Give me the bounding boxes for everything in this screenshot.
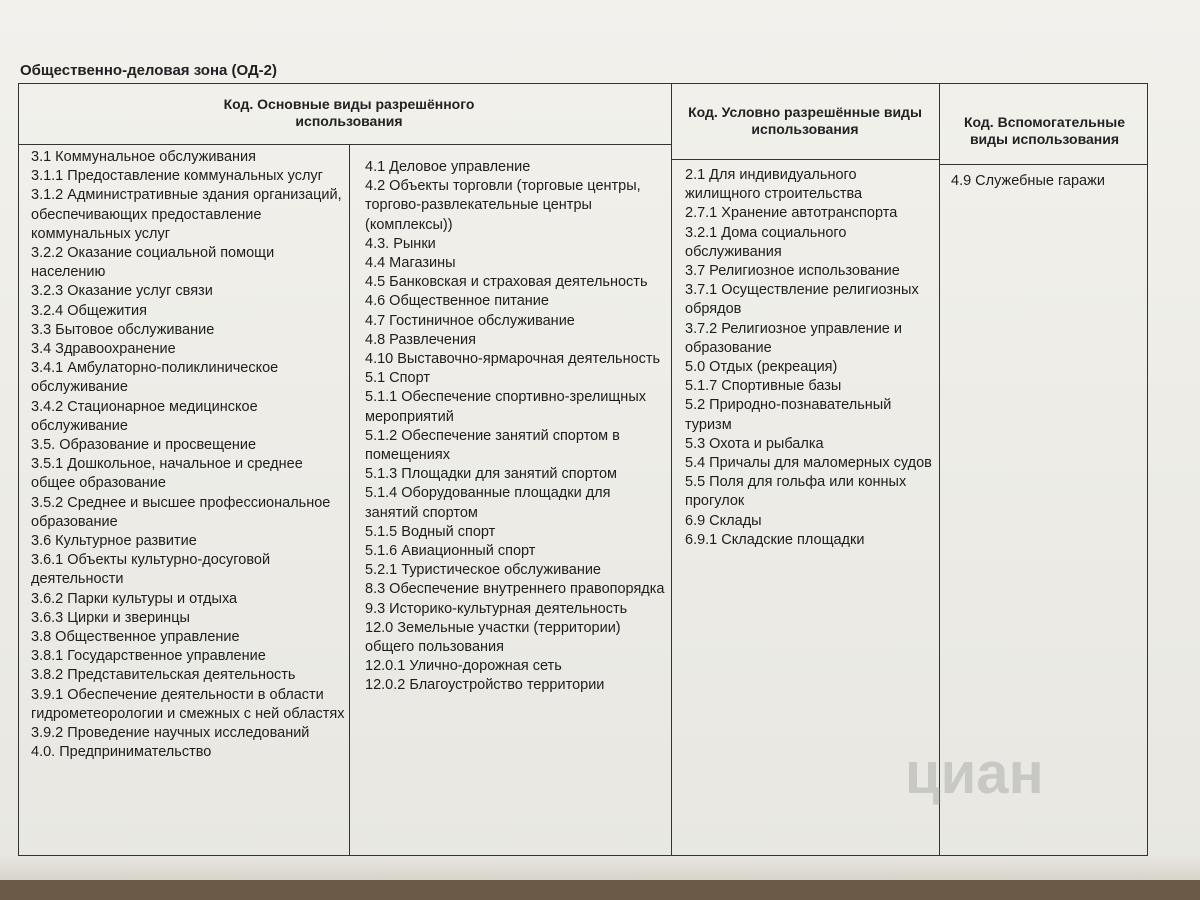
- list-item: 12.0.1 Улично-дорожная сеть: [365, 658, 562, 675]
- list-item: 4.6 Общественное питание: [365, 293, 549, 310]
- list-item: 3.3 Бытовое обслуживание: [31, 321, 215, 338]
- list-item: 5.3 Охота и рыбалка: [685, 435, 824, 452]
- list-item: 2.7.1 Хранение автотранспорта: [685, 205, 898, 222]
- list-item: 3.2.3 Оказание услуг связи: [31, 283, 213, 300]
- list-item: 3.4.2 Стационарное медицинское обслуживание: [31, 398, 258, 434]
- list-item: 4.1 Деловое управление: [365, 159, 531, 175]
- header-divider: [19, 144, 671, 145]
- list-item: 5.2.1 Туристическое обслуживание: [365, 562, 602, 579]
- list-item: 5.5 Поля для гольфа или конных прогулок: [685, 474, 907, 510]
- header-main: Код. Основные виды разрешённого использования: [223, 96, 475, 129]
- list-item: 4.8 Развлечения: [365, 331, 476, 348]
- header-divider: [671, 159, 939, 160]
- list-item: 5.1.2 Обеспечение занятий спортом в помещениях: [365, 427, 620, 464]
- list-item: 3.2.2 Оказание социальной помощи населению: [31, 245, 275, 281]
- list-item: 3.6.3 Цирки и зверинцы: [31, 609, 190, 626]
- zone-title: Общественно-деловая зона (ОД-2): [20, 62, 278, 79]
- auxiliary-uses-list: [951, 172, 1141, 191]
- list-item: 5.1.4 Оборудованные площадки для занятий спортом: [365, 485, 611, 521]
- list-item: 3.2.1 Дома социального обслуживания: [685, 224, 847, 260]
- watermark: циан: [905, 741, 1044, 806]
- list-item: 8.3 Обеспечение внутреннего правопорядка: [365, 581, 665, 598]
- list-item: 3.4 Здравоохранение: [31, 341, 176, 358]
- list-item: 3.6.1 Объекты культурно-досуговой деятельности: [31, 552, 271, 588]
- list-item: 3.7 Религиозное использование: [685, 263, 900, 280]
- list-item: 6.9 Склады: [685, 512, 762, 529]
- list-item: 4.4 Магазины: [365, 255, 456, 272]
- list-item: 6.9.1 Складские площадки: [685, 531, 865, 548]
- list-item: 3.6 Культурное развитие: [31, 533, 197, 550]
- list-item: 3.6.2 Парки культуры и отдыха: [31, 590, 238, 607]
- list-item: 5.1.7 Спортивные базы: [685, 378, 842, 395]
- list-item: 3.5.1 Дошкольное, начальное и среднее общее образование: [31, 456, 303, 492]
- list-item: 4.9 Служебные гаражи: [951, 173, 1105, 189]
- list-item: 5.2 Природно-познавательный туризм: [685, 397, 892, 433]
- list-item: 3.5.2 Среднее и высшее профессиональное образование: [31, 494, 331, 530]
- list-item: 5.1.5 Водный спорт: [365, 523, 496, 540]
- header-conditional: Код. Условно разрешённые виды использования: [688, 104, 922, 137]
- list-item: 5.4 Причалы для маломерных судов: [685, 455, 932, 472]
- list-item: 5.1.1 Обеспечение спортивно-зрелищных мероприятий: [365, 389, 646, 425]
- list-item: 5.1.3 Площадки для занятий спортом: [365, 466, 617, 483]
- list-item: 5.1 Спорт: [365, 370, 430, 387]
- column-divider: [671, 84, 672, 855]
- list-item: 4.3. Рынки: [365, 235, 436, 252]
- list-item: 12.0 Земельные участки (территории) общего пользования: [365, 619, 621, 656]
- list-item: 4.2 Объекты торговли (торговые центры, торгово-развлекательные центры (комплексы)): [365, 178, 641, 233]
- list-item: 3.9.1 Обеспечение деятельности в области гидрометеорологии и смежных с ней областях: [31, 686, 345, 722]
- list-item: 4.5 Банковская и страховая деятельность: [365, 274, 648, 291]
- list-item: 4.0. Предпринимательство: [31, 744, 212, 761]
- main-uses-list-2: [365, 158, 665, 696]
- list-item: 3.1.1 Предоставление коммунальных услуг: [31, 168, 323, 185]
- column-divider: [349, 144, 350, 855]
- main-uses-list-1: [31, 148, 345, 763]
- list-item: 9.3 Историко-культурная деятельность: [365, 600, 628, 617]
- list-item: 5.0 Отдых (рекреация): [685, 359, 838, 376]
- list-item: 3.7.1 Осуществление религиозных обрядов: [685, 282, 919, 318]
- list-item: 3.2.4 Общежития: [31, 302, 147, 319]
- list-item: 12.0.2 Благоустройство территории: [365, 677, 605, 694]
- list-item: 3.9.2 Проведение научных исследований: [31, 725, 310, 742]
- list-item: 3.5. Образование и просвещение: [31, 437, 257, 454]
- list-item: 2.1 Для индивидуального жилищного строительства: [685, 167, 863, 203]
- conditional-uses-list: [685, 166, 935, 550]
- list-item: 3.1 Коммунальное обслуживания: [31, 149, 256, 165]
- list-item: 3.8 Общественное управление: [31, 629, 240, 646]
- list-item: 3.7.2 Религиозное управление и образование: [685, 320, 902, 356]
- list-item: 4.7 Гостиничное обслуживание: [365, 312, 575, 329]
- header-auxiliary: Код. Вспомогательные виды использования: [964, 114, 1125, 147]
- list-item: 3.8.2 Представительская деятельность: [31, 667, 296, 684]
- list-item: 3.1.2 Административные здания организаций, обеспечивающих предоставление коммунальных услуг: [31, 187, 342, 242]
- list-item: 5.1.6 Авиационный спорт: [365, 543, 536, 560]
- list-item: 3.8.1 Государственное управление: [31, 648, 266, 665]
- list-item: 3.4.1 Амбулаторно-поликлиническое обслуживание: [31, 360, 279, 396]
- header-divider: [939, 164, 1147, 165]
- list-item: 4.10 Выставочно-ярмарочная деятельность: [365, 351, 661, 368]
